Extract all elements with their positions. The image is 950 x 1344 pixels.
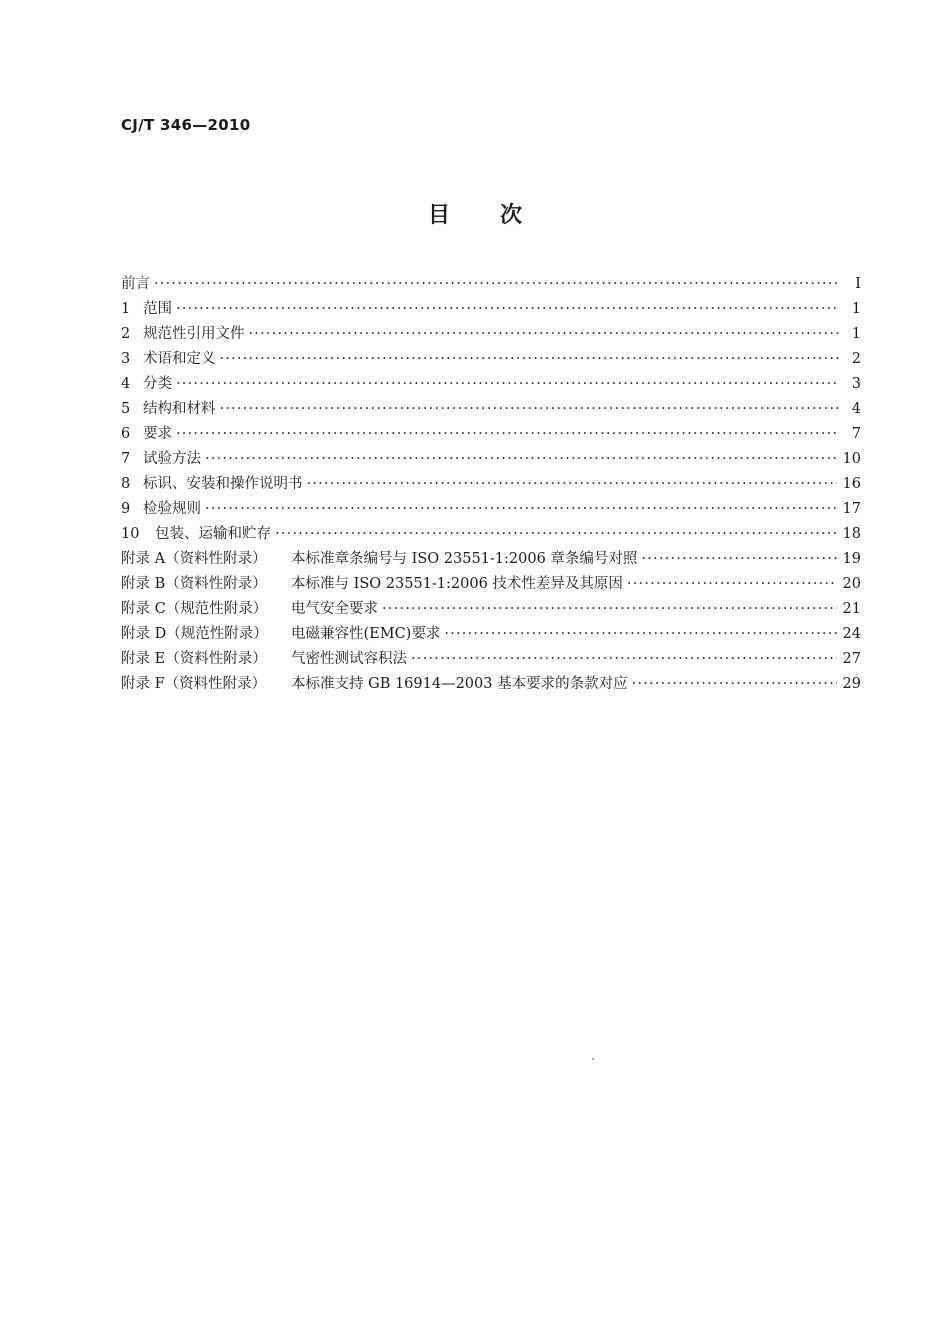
toc-entry-page: 10 bbox=[842, 451, 861, 467]
document-code: CJ/T 346—2010 bbox=[121, 116, 251, 134]
toc-entry-title: 结构和材料 bbox=[143, 401, 216, 417]
toc-entry-title: 分类 bbox=[143, 376, 172, 392]
dot-leader bbox=[641, 547, 836, 572]
toc-entry-title: 本标准章条编号与 ISO 23551-1:2006 章条编号对照 bbox=[291, 551, 638, 567]
toc-entry-title: 气密性测试容积法 bbox=[291, 651, 407, 667]
dot-leader bbox=[382, 597, 837, 622]
dot-leader bbox=[249, 322, 840, 347]
toc-entry-page: 16 bbox=[842, 476, 861, 492]
toc-entry-label bbox=[121, 647, 407, 672]
toc-entry-title: 试验方法 bbox=[143, 451, 201, 467]
toc-entry-label bbox=[121, 447, 201, 472]
toc-entry-number: 8 bbox=[121, 476, 131, 492]
toc-entry-6[interactable] bbox=[121, 422, 861, 447]
toc-entry-title: 电气安全要求 bbox=[291, 601, 378, 617]
dot-leader bbox=[220, 397, 840, 422]
toc-entry-annex-e[interactable] bbox=[121, 647, 861, 672]
annex-heading: 附录 E（资料性附录） bbox=[121, 651, 267, 667]
toc-entry-page: 27 bbox=[842, 651, 861, 667]
toc-entry-number: 2 bbox=[121, 326, 131, 342]
dot-leader bbox=[176, 297, 839, 322]
dot-leader bbox=[205, 497, 837, 522]
toc-entry-title: 检验规则 bbox=[143, 501, 201, 517]
toc-entry-page: 24 bbox=[842, 626, 861, 642]
annex-heading: 附录 A（资料性附录） bbox=[121, 551, 267, 567]
dot-leader bbox=[176, 422, 839, 447]
toc-entry-label bbox=[121, 322, 245, 347]
toc-entry-number: 10 bbox=[121, 526, 140, 542]
toc-entry-title: 范围 bbox=[143, 301, 172, 317]
toc-entry-page: 2 bbox=[851, 351, 861, 367]
page-title: 目次 bbox=[427, 203, 572, 228]
toc-entry-label bbox=[121, 672, 628, 697]
dot-leader bbox=[176, 372, 839, 397]
toc-entry-title: 术语和定义 bbox=[143, 351, 216, 367]
toc-entry-page: 3 bbox=[851, 376, 861, 392]
toc-entry-page: 29 bbox=[842, 676, 861, 692]
toc-entry-page: Ⅰ bbox=[855, 276, 861, 292]
toc-entry-number: 5 bbox=[121, 401, 131, 417]
toc-entry-label bbox=[121, 497, 201, 522]
annex-heading: 附录 B（资料性附录） bbox=[121, 576, 267, 592]
toc-entry-title: 要求 bbox=[143, 426, 172, 442]
toc-entry-3[interactable] bbox=[121, 347, 861, 372]
dot-leader bbox=[275, 522, 837, 547]
toc-entry-title: 本标准支持 GB 16914—2003 基本要求的条款对应 bbox=[291, 676, 628, 692]
toc-entry-number: 7 bbox=[121, 451, 131, 467]
toc-entry-number: 1 bbox=[121, 301, 131, 317]
scan-speck bbox=[592, 1058, 594, 1060]
dot-leader bbox=[411, 647, 837, 672]
toc-entry-page: 1 bbox=[851, 326, 861, 342]
toc-entry-annex-c[interactable] bbox=[121, 597, 861, 622]
toc-entry-page: 19 bbox=[842, 551, 861, 567]
toc-entry-9[interactable] bbox=[121, 497, 861, 522]
toc-entry-annex-d[interactable] bbox=[121, 622, 861, 647]
dot-leader bbox=[307, 472, 837, 497]
table-of-contents bbox=[121, 272, 861, 697]
toc-entry-title: 电磁兼容性(EMC)要求 bbox=[291, 626, 441, 642]
toc-entry-2[interactable] bbox=[121, 322, 861, 347]
toc-entry-8[interactable] bbox=[121, 472, 861, 497]
toc-entry-label bbox=[121, 547, 637, 572]
dot-leader bbox=[627, 572, 837, 597]
toc-entry-title: 标识、安装和操作说明书 bbox=[143, 476, 303, 492]
toc-entry-label bbox=[121, 472, 303, 497]
dot-leader bbox=[444, 622, 836, 647]
toc-entry-page: 18 bbox=[842, 526, 861, 542]
toc-entry-annex-f[interactable] bbox=[121, 672, 861, 697]
annex-heading: 附录 F（资料性附录） bbox=[121, 676, 267, 692]
toc-entry-page: 17 bbox=[842, 501, 861, 517]
toc-entry-label bbox=[121, 422, 172, 447]
toc-entry-annex-a[interactable] bbox=[121, 547, 861, 572]
toc-entry-1[interactable] bbox=[121, 297, 861, 322]
toc-entry-label bbox=[121, 522, 271, 547]
toc-entry-preface[interactable] bbox=[121, 272, 861, 297]
toc-entry-page: 21 bbox=[842, 601, 861, 617]
toc-entry-label bbox=[121, 297, 172, 322]
toc-entry-label bbox=[121, 597, 378, 622]
toc-entry-number: 3 bbox=[121, 351, 131, 367]
toc-entry-label bbox=[121, 397, 216, 422]
toc-entry-annex-b[interactable] bbox=[121, 572, 861, 597]
toc-entry-page: 7 bbox=[851, 426, 861, 442]
toc-entry-4[interactable] bbox=[121, 372, 861, 397]
annex-heading: 附录 D（规范性附录） bbox=[121, 626, 268, 642]
toc-entry-label bbox=[121, 347, 216, 372]
toc-entry-page: 20 bbox=[842, 576, 861, 592]
dot-leader bbox=[154, 272, 839, 297]
toc-entry-label bbox=[121, 572, 623, 597]
dot-leader bbox=[632, 672, 837, 697]
dot-leader bbox=[205, 447, 837, 472]
toc-entry-10[interactable] bbox=[121, 522, 861, 547]
toc-entry-title: 规范性引用文件 bbox=[143, 326, 245, 342]
toc-entry-5[interactable] bbox=[121, 397, 861, 422]
toc-entry-label bbox=[121, 372, 172, 397]
toc-entry-page: 4 bbox=[851, 401, 861, 417]
toc-entry-label bbox=[121, 272, 150, 297]
annex-heading: 附录 C（规范性附录） bbox=[121, 601, 268, 617]
toc-entry-label bbox=[121, 622, 440, 647]
toc-entry-title: 本标准与 ISO 23551-1:2006 技术性差异及其原因 bbox=[291, 576, 623, 592]
toc-entry-number: 6 bbox=[121, 426, 131, 442]
dot-leader bbox=[220, 347, 840, 372]
toc-entry-page: 1 bbox=[851, 301, 861, 317]
toc-entry-title: 前言 bbox=[121, 276, 150, 292]
toc-entry-number: 4 bbox=[121, 376, 131, 392]
toc-entry-title: 包装、运输和贮存 bbox=[155, 526, 271, 542]
toc-entry-number: 9 bbox=[121, 501, 131, 517]
toc-entry-7[interactable] bbox=[121, 447, 861, 472]
